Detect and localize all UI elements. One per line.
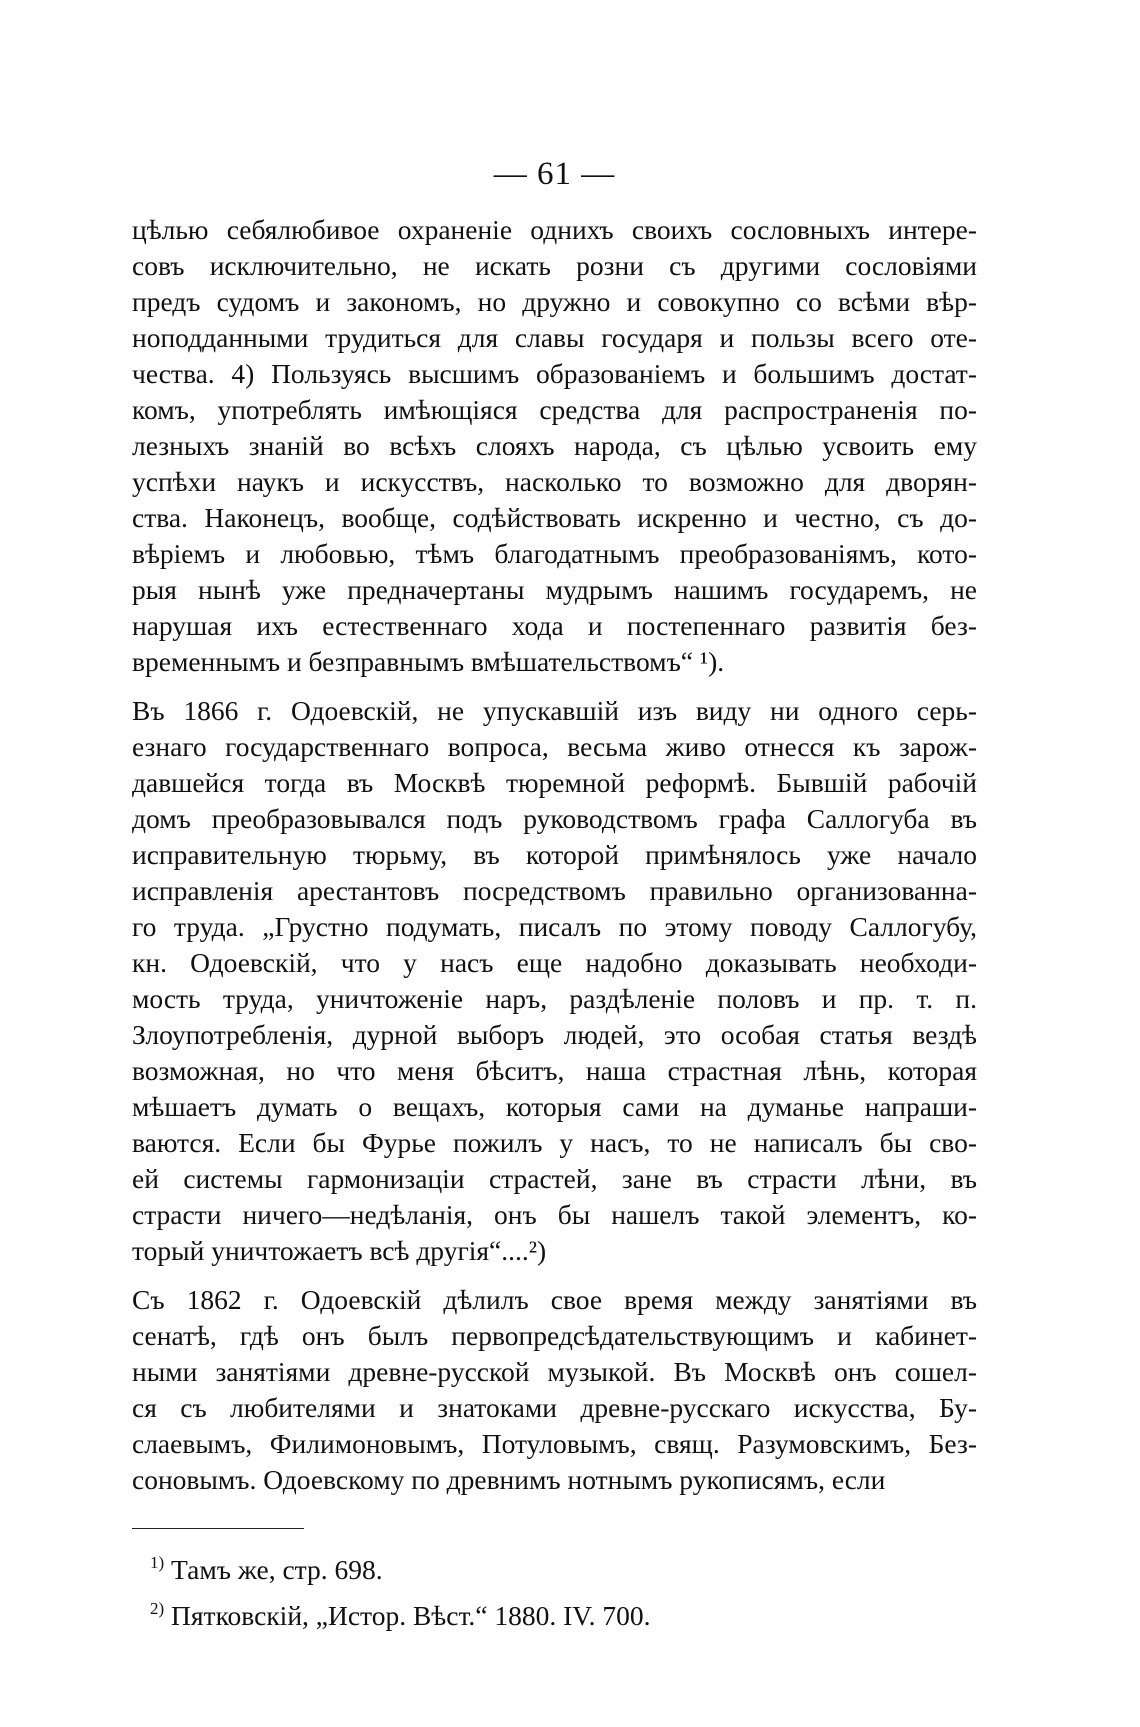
- page-number: — 61 —: [493, 156, 616, 192]
- paragraph: [132, 212, 977, 680]
- text-line: торый уничтожаетъ всѣ другія“....²): [132, 1235, 547, 1266]
- text-line: Въ 1866 г. Одоевскій, не упускавшій изъ виду ни одного серь-: [132, 695, 977, 726]
- body-text: [132, 212, 977, 1498]
- footnotes: [132, 1543, 977, 1635]
- text-line: рыя нынѣ уже предначертаны мудрымъ нашимъ государемъ, не: [132, 574, 977, 605]
- text-line: возможная, но что меня бѣситъ, наша страстная лѣнь, которая: [132, 1055, 977, 1086]
- paragraph: [132, 693, 977, 1269]
- text-line: соновымъ. Одоевскому по древнимъ нотнымъ рукописямъ, если: [132, 1464, 886, 1495]
- text-line: цѣлью себялюбивое охраненіе однихъ своихъ сословныхъ интере-: [132, 214, 977, 245]
- text-line: ства. Наконецъ, вообще, содѣйствовать искренно и честно, съ до-: [132, 502, 977, 533]
- text-line: сенатѣ, гдѣ онъ былъ первопредсѣдательствующимъ и кабинет-: [132, 1320, 977, 1351]
- text-line: ваются. Если бы Фурье пожилъ у насъ, то не написалъ бы сво-: [132, 1127, 977, 1158]
- text-line: Съ 1862 г. Одоевскій дѣлилъ свое время между занятіями въ: [132, 1284, 977, 1315]
- footnote: [150, 1589, 977, 1635]
- text-line: нарушая ихъ естественнаго хода и постепеннаго развитія без-: [132, 610, 977, 641]
- text-line: совъ исключительно, не искать розни съ другими сословіями: [132, 250, 977, 281]
- text-line: го труда. „Грустно подумать, писалъ по этому поводу Саллогубу,: [132, 911, 977, 942]
- text-line: чества. 4) Пользуясь высшимъ образованіемъ и большимъ достат-: [132, 358, 977, 389]
- text-line: слаевымъ, Филимоновымъ, Потуловымъ, свящ. Разумовскимъ, Без-: [132, 1428, 977, 1459]
- text-line: домъ преобразовывался подъ руководствомъ графа Саллогуба въ: [132, 803, 977, 834]
- text-line: ными занятіями древне-русской музыкой. Въ Москвѣ онъ сошел-: [132, 1356, 977, 1387]
- text-line: ноподданными трудиться для славы государя и пользы всего оте-: [132, 322, 977, 353]
- text-line: кн. Одоевскій, что у насъ еще надобно доказывать необходи-: [132, 947, 977, 978]
- footnote-text: Пятковскій, „Истор. Вѣст.“ 1880. IV. 700.: [164, 1600, 651, 1631]
- text-line: страсти ничего—недѣланія, онъ бы нашелъ такой элементъ, ко-: [132, 1199, 977, 1230]
- text-line: давшейся тогда въ Москвѣ тюремной реформѣ. Бывшій рабочій: [132, 767, 977, 798]
- text-line: успѣхи наукъ и искусствъ, насколько то возможно для дворян-: [132, 466, 977, 497]
- footnote-marker: 1): [150, 1553, 165, 1572]
- text-line: лезныхъ знаній во всѣхъ слояхъ народа, съ цѣлью усвоить ему: [132, 430, 977, 461]
- text-line: предъ судомъ и закономъ, но дружно и совокупно со всѣми вѣр-: [132, 286, 977, 317]
- footnote-divider: [132, 1528, 304, 1529]
- footnote-text: Тамъ же, стр. 698.: [164, 1554, 383, 1585]
- footnote-marker: 2): [150, 1599, 165, 1618]
- paragraph: [132, 1282, 977, 1498]
- text-line: ся съ любителями и знатоками древне-русскаго искусства, Бу-: [132, 1392, 977, 1423]
- text-line: мѣшаетъ думать о вещахъ, которыя сами на думанье напраши-: [132, 1091, 977, 1122]
- text-line: Злоупотребленія, дурной выборъ людей, это особая статья вездѣ: [132, 1019, 977, 1050]
- book-page: [132, 150, 977, 1635]
- text-line: ей системы гармонизаціи страстей, зане въ страсти лѣни, въ: [132, 1163, 977, 1194]
- text-line: вѣріемъ и любовью, тѣмъ благодатнымъ преобразованіямъ, кото-: [132, 538, 977, 569]
- footnote: [150, 1543, 977, 1589]
- text-line: временнымъ и безправнымъ вмѣшательствомъ“ ¹).: [132, 646, 725, 677]
- text-line: исправленія арестантовъ посредствомъ правильно организованна-: [132, 875, 977, 906]
- text-line: исправительную тюрьму, въ которой примѣнялось уже начало: [132, 839, 977, 870]
- text-line: мость труда, уничтоженіе наръ, раздѣленіе половъ и пр. т. п.: [132, 983, 977, 1014]
- text-line: комъ, употреблять имѣющіяся средства для распространенія по-: [132, 394, 977, 425]
- text-line: езнаго государственнаго вопроса, весьма живо отнесся къ зарож-: [132, 731, 977, 762]
